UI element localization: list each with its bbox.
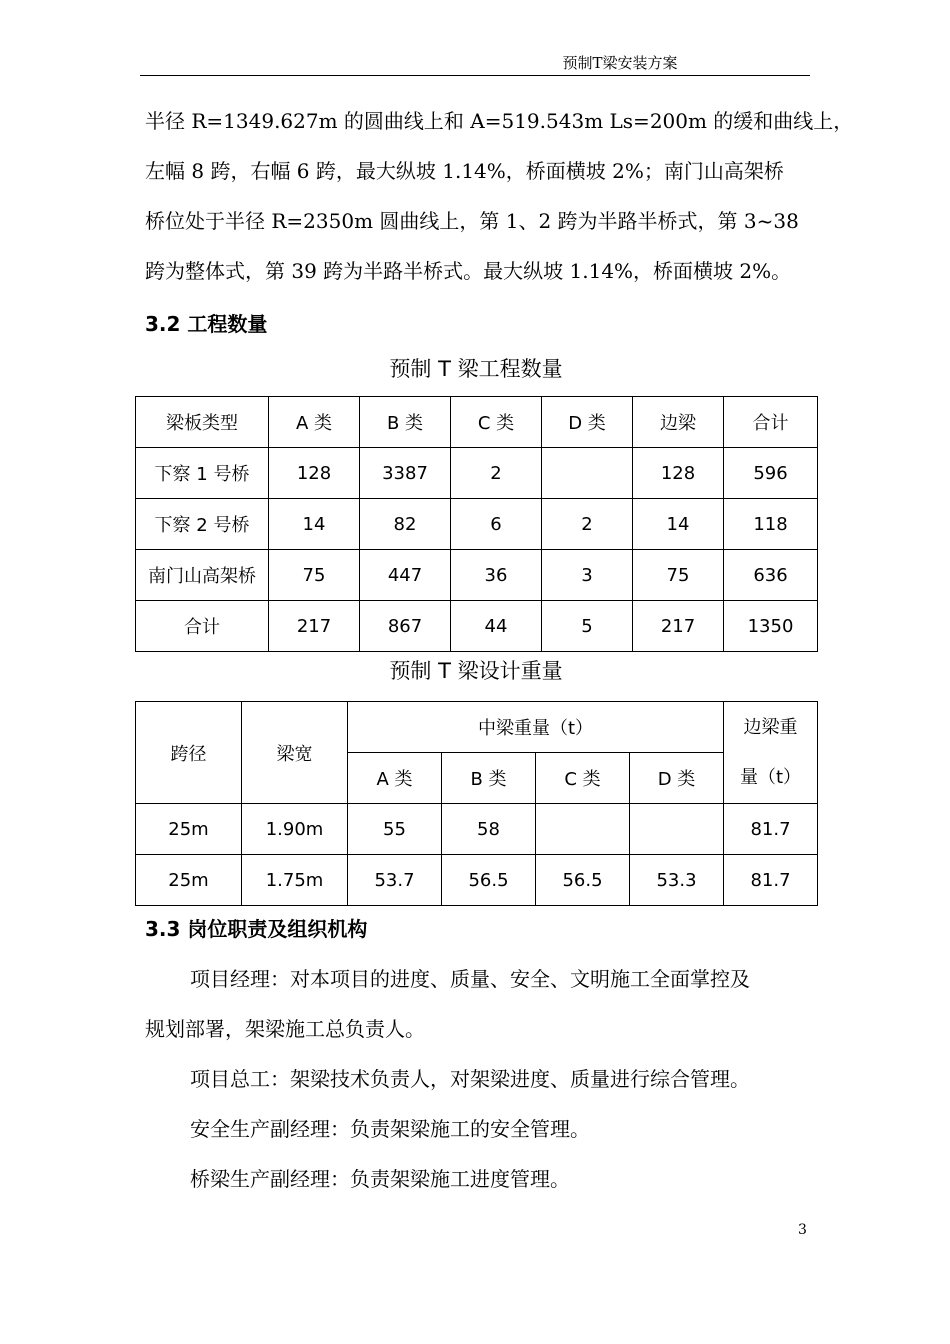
- bridge-manager-line: 桥梁生产副经理：负责架梁施工进度管理。: [190, 1167, 570, 1191]
- header-cell: B 类: [360, 397, 451, 448]
- table-row: [136, 499, 818, 550]
- intro-line: 跨为整体式，第 39 跨为半路半桥式。最大纵坡 1.14%，桥面横坡 2%。: [145, 259, 792, 283]
- table-cell: 58: [442, 804, 536, 855]
- table-cell: 3387: [360, 448, 451, 499]
- table-cell: 25m: [136, 855, 242, 906]
- intro-line: 左幅 8 跨，右幅 6 跨，最大纵坡 1.14%，桥面横坡 2%；南门山高架桥: [145, 159, 784, 183]
- header-cell-width: 梁宽: [242, 702, 348, 804]
- header-cell: A 类: [269, 397, 360, 448]
- header-cell: D 类: [630, 753, 724, 804]
- page-number: 3: [798, 1222, 807, 1238]
- table-cell: 217: [269, 601, 360, 652]
- table-cell: 25m: [136, 804, 242, 855]
- table-row: [136, 855, 818, 906]
- table-cell: 14: [269, 499, 360, 550]
- intro-paragraph: [145, 96, 854, 296]
- table-cell: 56.5: [442, 855, 536, 906]
- table-cell: 36: [451, 550, 542, 601]
- table-cell: 6: [451, 499, 542, 550]
- header-cell-edge-weight: [724, 702, 818, 804]
- table-cell: 14: [633, 499, 724, 550]
- running-header: 预制T梁安装方案: [562, 54, 678, 72]
- table-cell: 128: [269, 448, 360, 499]
- table-cell: 2: [542, 499, 633, 550]
- table2-title: 预制 T 梁设计重量: [389, 659, 563, 683]
- table-cell: [536, 804, 630, 855]
- intro-line: 桥位处于半径 R=2350m 圆曲线上，第 1、2 跨为半路半桥式，第 3~38: [145, 209, 799, 233]
- table-cell: 81.7: [724, 855, 818, 906]
- table-cell: [542, 448, 633, 499]
- table-row: [136, 550, 818, 601]
- header-cell: C 类: [451, 397, 542, 448]
- table-cell: 5: [542, 601, 633, 652]
- header-cell: C 类: [536, 753, 630, 804]
- table-cell: [630, 804, 724, 855]
- table-cell: 南门山高架桥: [136, 550, 269, 601]
- intro-line: 半径 R=1349.627m 的圆曲线上和 A=519.543m Ls=200m 的缓和曲线上，: [145, 109, 854, 133]
- project-manager-line-2: 规划部署，架梁施工总负责人。: [145, 1017, 425, 1041]
- quantity-table: [135, 396, 818, 652]
- table-header-row: [136, 397, 818, 448]
- edge-weight-label-line: 边梁重: [743, 716, 798, 738]
- header-cell: 梁板类型: [136, 397, 269, 448]
- table-cell: 867: [360, 601, 451, 652]
- table-cell: 75: [269, 550, 360, 601]
- table-cell: 55: [348, 804, 442, 855]
- header-cell: 边梁: [633, 397, 724, 448]
- table-cell: 81.7: [724, 804, 818, 855]
- project-manager-line-1: 项目经理：对本项目的进度、质量、安全、文明施工全面掌控及: [190, 967, 750, 991]
- table-cell: 44: [451, 601, 542, 652]
- table-cell: 1.75m: [242, 855, 348, 906]
- table-cell: 3: [542, 550, 633, 601]
- table-cell: 53.7: [348, 855, 442, 906]
- table-cell: 636: [724, 550, 818, 601]
- header-cell: A 类: [348, 753, 442, 804]
- safety-manager-line: 安全生产副经理：负责架梁施工的安全管理。: [190, 1117, 590, 1141]
- header-rule: [140, 75, 810, 76]
- table-cell: 596: [724, 448, 818, 499]
- table-cell: 2: [451, 448, 542, 499]
- weight-table: [135, 701, 818, 906]
- header-cell: B 类: [442, 753, 536, 804]
- chief-engineer-line: 项目总工：架梁技术负责人，对架梁进度、质量进行综合管理。: [190, 1067, 750, 1091]
- table-total-row: [136, 601, 818, 652]
- table-row: [136, 804, 818, 855]
- header-cell: 合计: [724, 397, 818, 448]
- table-cell: 128: [633, 448, 724, 499]
- table-cell: 217: [633, 601, 724, 652]
- table-cell: 82: [360, 499, 451, 550]
- table-cell: 53.3: [630, 855, 724, 906]
- section-heading-3-3: 3.3 岗位职责及组织机构: [145, 917, 368, 941]
- table-cell: 合计: [136, 601, 269, 652]
- table-cell: 1.90m: [242, 804, 348, 855]
- header-cell-mid-weight: 中梁重量（t）: [348, 702, 724, 753]
- table-cell: 下察 2 号桥: [136, 499, 269, 550]
- table-cell: 1350: [724, 601, 818, 652]
- table1-title: 预制 T 梁工程数量: [389, 357, 563, 381]
- table-cell: 118: [724, 499, 818, 550]
- table-cell: 下察 1 号桥: [136, 448, 269, 499]
- table-header-row: [136, 702, 818, 753]
- header-cell-span: 跨径: [136, 702, 242, 804]
- header-cell: D 类: [542, 397, 633, 448]
- edge-weight-label-line: 量（t）: [739, 766, 802, 788]
- table-cell: 56.5: [536, 855, 630, 906]
- table-cell: 447: [360, 550, 451, 601]
- table-cell: 75: [633, 550, 724, 601]
- table-row: [136, 448, 818, 499]
- section-heading-3-2: 3.2 工程数量: [145, 312, 268, 336]
